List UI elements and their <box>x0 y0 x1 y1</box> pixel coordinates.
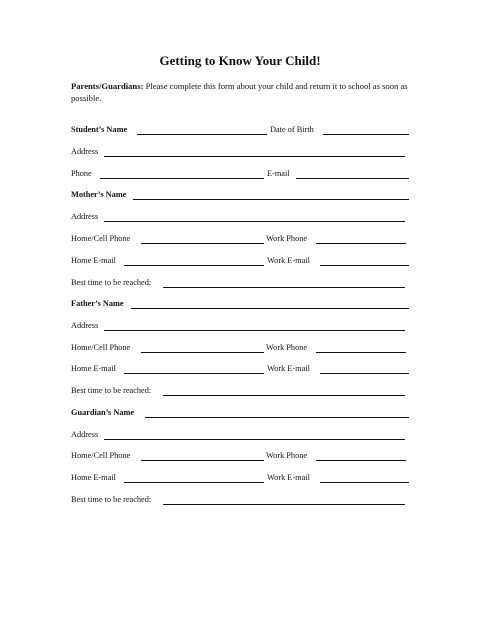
father-work-phone-label: Work Phone <box>266 343 308 352</box>
row-fathers-name <box>71 298 411 310</box>
father-home-phone-field[interactable] <box>141 352 264 353</box>
student-name-label: Student’s Name <box>71 125 128 134</box>
mother-home-phone-label: Home/Cell Phone <box>71 234 131 243</box>
guardian-home-phone-label: Home/Cell Phone <box>71 451 131 460</box>
row-father-address <box>71 320 411 332</box>
guardian-work-phone-label: Work Phone <box>266 451 308 460</box>
student-address-field[interactable] <box>104 156 405 157</box>
row-mother-best-time <box>71 277 411 289</box>
student-phone-field[interactable] <box>100 178 264 179</box>
mother-work-phone-label: Work Phone <box>266 234 308 243</box>
guardian-home-phone-field[interactable] <box>141 460 264 461</box>
father-home-phone-label: Home/Cell Phone <box>71 343 131 352</box>
student-address-label: Address <box>71 147 99 156</box>
row-guardian-phones <box>71 450 411 462</box>
form-title: Getting to Know Your Child! <box>159 53 321 68</box>
row-mother-emails <box>71 255 411 267</box>
row-guardians-name <box>71 407 411 419</box>
father-home-email-label: Home E-mail <box>71 364 116 373</box>
mother-home-email-label: Home E-mail <box>71 256 116 265</box>
guardians-name-label: Guardian’s Name <box>71 408 135 417</box>
instructions-lead: Parents/Guardians: <box>71 81 144 91</box>
fathers-name-label: Father’s Name <box>71 299 124 308</box>
father-work-phone-field[interactable] <box>316 352 406 353</box>
student-phone-label: Phone <box>71 169 92 178</box>
row-father-emails <box>71 363 411 375</box>
father-home-email-field[interactable] <box>124 373 264 374</box>
fathers-name-field[interactable] <box>131 308 409 309</box>
date-of-birth-field[interactable] <box>323 134 409 135</box>
mothers-name-field[interactable] <box>133 199 409 200</box>
mother-home-phone-field[interactable] <box>141 243 264 244</box>
student-email-label: E-mail <box>267 169 290 178</box>
student-name-field[interactable] <box>137 134 267 135</box>
mother-best-time-label: Best time to be reached: <box>71 278 152 287</box>
guardian-best-time-field[interactable] <box>163 504 405 505</box>
row-mother-phones <box>71 233 411 245</box>
mother-home-email-field[interactable] <box>124 265 264 266</box>
father-best-time-label: Best time to be reached: <box>71 386 152 395</box>
guardian-work-email-field[interactable] <box>320 482 409 483</box>
father-best-time-field[interactable] <box>163 395 405 396</box>
mother-best-time-field[interactable] <box>163 287 405 288</box>
row-student-phone <box>71 168 411 180</box>
row-guardian-emails <box>71 472 411 484</box>
row-mothers-name <box>71 189 411 201</box>
instructions-text: Please complete this form about your child and return it to school as soon as possible. <box>71 81 408 103</box>
mother-work-phone-field[interactable] <box>316 243 406 244</box>
student-email-field[interactable] <box>296 178 409 179</box>
mothers-name-label: Mother’s Name <box>71 190 127 199</box>
mother-work-email-label: Work E-mail <box>267 256 310 265</box>
father-work-email-label: Work E-mail <box>267 364 310 373</box>
mother-address-label: Address <box>71 212 99 221</box>
row-student-address <box>71 146 411 158</box>
guardian-address-label: Address <box>71 430 99 439</box>
guardian-home-email-label: Home E-mail <box>71 473 116 482</box>
guardian-work-phone-field[interactable] <box>316 460 406 461</box>
date-of-birth-label: Date of Birth <box>270 125 314 134</box>
guardians-name-field[interactable] <box>145 417 409 418</box>
row-father-best-time <box>71 385 411 397</box>
father-address-field[interactable] <box>104 330 405 331</box>
father-work-email-field[interactable] <box>320 373 409 374</box>
row-student-name <box>71 124 411 136</box>
row-father-phones <box>71 342 411 354</box>
guardian-work-email-label: Work E-mail <box>267 473 310 482</box>
guardian-address-field[interactable] <box>104 439 405 440</box>
row-guardian-address <box>71 429 411 441</box>
mother-work-email-field[interactable] <box>320 265 409 266</box>
form-instructions <box>71 81 416 104</box>
row-mother-address <box>71 211 411 223</box>
row-guardian-best-time <box>71 494 411 506</box>
guardian-home-email-field[interactable] <box>124 482 264 483</box>
father-address-label: Address <box>71 321 99 330</box>
mother-address-field[interactable] <box>104 221 405 222</box>
guardian-best-time-label: Best time to be reached: <box>71 495 152 504</box>
